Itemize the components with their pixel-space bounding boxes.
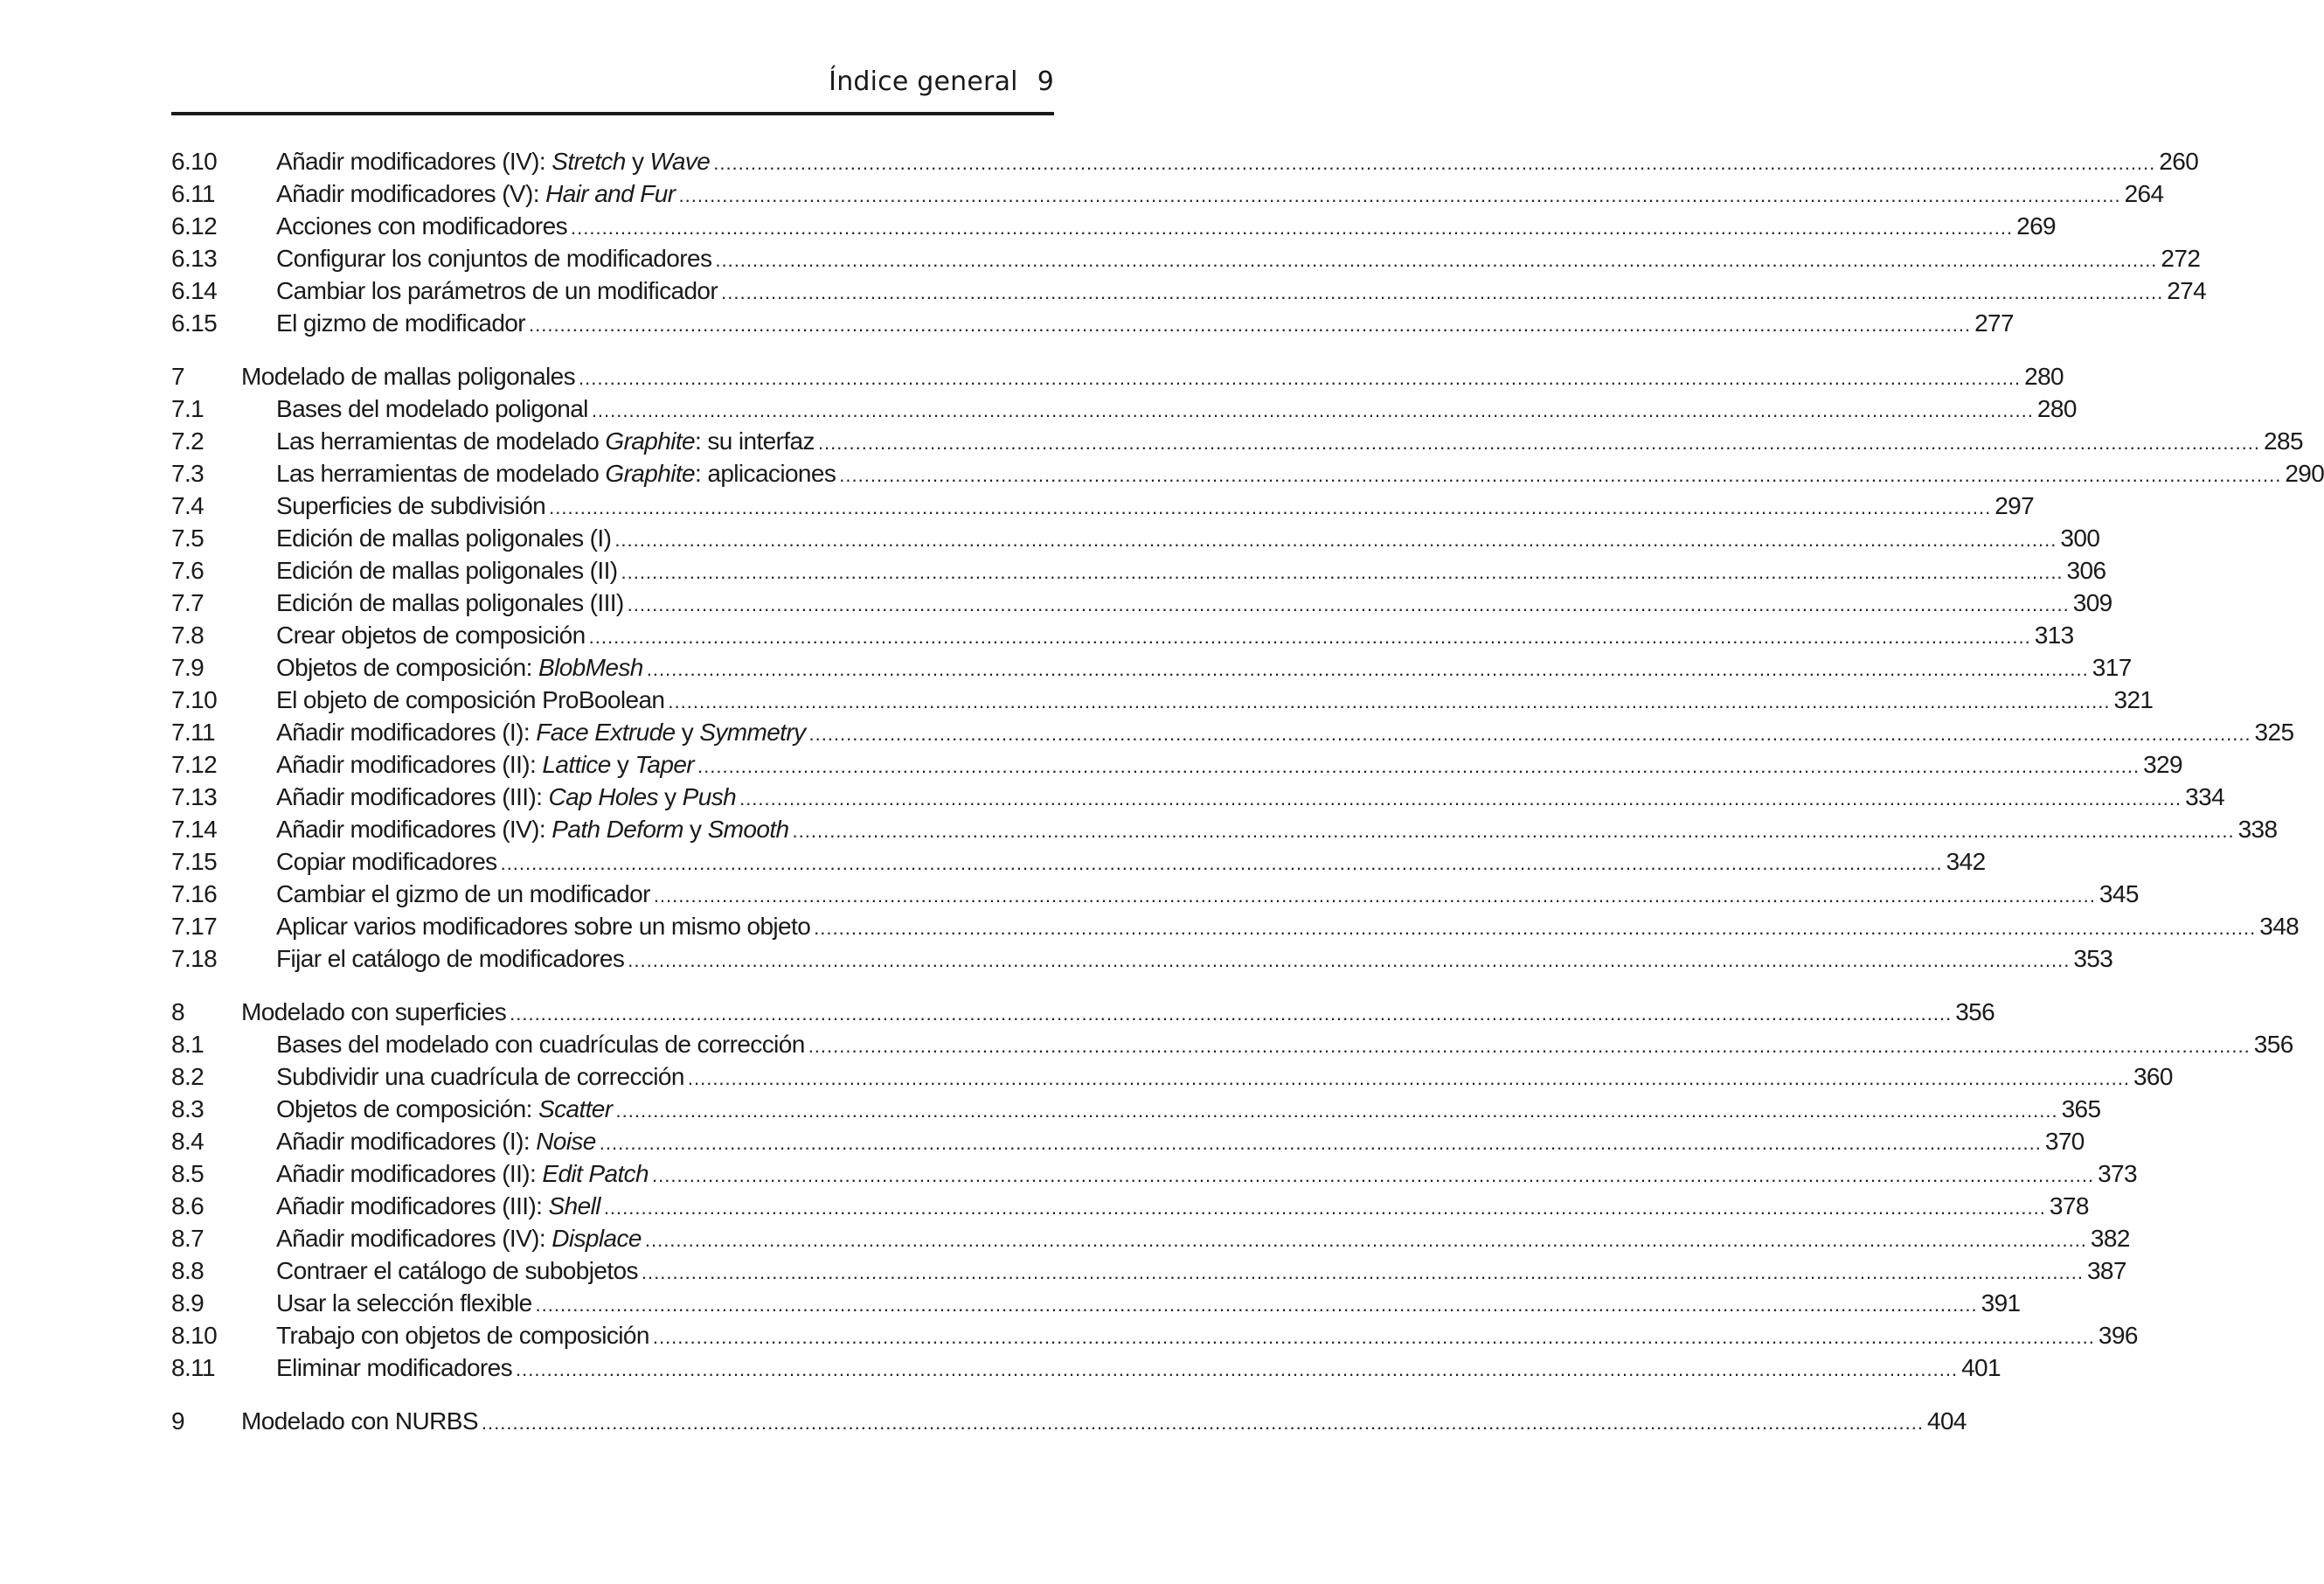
entry-title	[276, 522, 611, 554]
header-page-number: 9	[1037, 66, 1054, 97]
entry-number: 7	[171, 363, 184, 390]
entry-page-number: 401	[1961, 1354, 2001, 1381]
entry-title	[276, 1028, 805, 1060]
entry-title-text: Contraer el catálogo de subobjetos	[276, 1257, 638, 1284]
dot-leader	[549, 491, 1991, 524]
entry-title-text: Añadir modificadores (III):	[276, 1192, 549, 1219]
entry-title-text: El gizmo de modificador	[276, 309, 525, 337]
entry-title-italic: Graphite	[605, 427, 695, 455]
entry-page-number: 329	[2143, 751, 2182, 778]
entry-title-text: Las herramientas de modelado	[276, 460, 606, 487]
toc-chapter-entry	[171, 996, 1995, 1028]
toc-entry	[171, 1125, 2085, 1157]
entry-title-text: Modelado con NURBS	[241, 1407, 478, 1435]
entry-title-italic: Cap Holes	[548, 783, 658, 810]
toc-entry	[171, 177, 2164, 210]
toc-entry	[171, 210, 2057, 242]
entry-page-number: 334	[2185, 783, 2225, 810]
entry-page-number: 325	[2254, 719, 2294, 746]
entry-title	[276, 813, 789, 845]
toc-section	[171, 145, 2207, 339]
entry-number: 8.2	[171, 1063, 205, 1090]
entry-title-text: Añadir modificadores (IV):	[276, 1225, 552, 1252]
dot-leader	[818, 427, 2260, 459]
entry-page-number: 391	[1981, 1289, 2021, 1317]
entry-title-text: Añadir modificadores (V):	[276, 180, 546, 207]
entry-number: 8.6	[171, 1192, 205, 1219]
entry-title-text: Modelado de mallas poligonales	[241, 363, 576, 390]
entry-title-italic: Stretch	[552, 148, 626, 175]
dot-leader	[654, 879, 2096, 912]
entry-title-italic: Push	[682, 783, 737, 810]
entry-number: 7.6	[171, 557, 205, 584]
entry-number: 7.16	[171, 880, 218, 907]
entry-number: 8	[171, 998, 184, 1025]
entry-title-text: Añadir modificadores (II):	[276, 751, 543, 778]
entry-title	[276, 145, 710, 177]
entry-title	[276, 177, 676, 210]
entry-title	[276, 1125, 596, 1157]
entry-number: 8.8	[171, 1257, 205, 1284]
entry-title	[276, 490, 545, 522]
entry-title-italic: Symmetry	[699, 719, 806, 746]
entry-title-text: y	[683, 816, 708, 843]
entry-number: 7.5	[171, 525, 205, 552]
entry-title	[241, 1405, 478, 1437]
entry-title	[276, 781, 736, 813]
entry-number: 8.4	[171, 1128, 205, 1155]
entry-page-number: 321	[2113, 686, 2154, 713]
entry-title	[276, 274, 718, 307]
toc-section	[171, 1405, 1967, 1437]
entry-title-text: Edición de mallas poligonales (III)	[276, 589, 624, 616]
entry-title	[241, 996, 506, 1028]
entry-title	[276, 1190, 600, 1222]
entry-title-text: El objeto de composición ProBoolean	[276, 686, 665, 713]
entry-number: 8.11	[171, 1354, 216, 1381]
entry-number: 7.15	[171, 848, 218, 875]
entry-page-number: 317	[2092, 654, 2132, 681]
entry-number: 6.14	[171, 277, 218, 304]
entry-page-number: 396	[2098, 1322, 2138, 1349]
entry-page-number: 269	[2016, 212, 2057, 240]
running-header	[171, 59, 1054, 115]
entry-title	[276, 1093, 613, 1125]
toc-section	[171, 360, 2324, 975]
entry-title	[276, 1222, 642, 1254]
dot-leader	[579, 362, 2021, 394]
entry-title-text: Edición de mallas poligonales (I)	[276, 525, 612, 552]
entry-title-italic: Face Extrude	[536, 719, 676, 746]
entry-title-italic: Graphite	[605, 460, 695, 487]
entry-title	[276, 210, 567, 242]
entry-title-text: Usar la selección flexible	[276, 1289, 532, 1317]
entry-title-text: Configurar los conjuntos de modificadores	[276, 245, 712, 272]
entry-page-number: 274	[2167, 277, 2207, 304]
entry-number: 7.14	[171, 816, 218, 843]
toc-entry	[171, 425, 2303, 457]
entry-title-italic: Lattice	[542, 751, 611, 778]
entry-number: 8.3	[171, 1095, 205, 1122]
entry-page-number: 280	[2036, 395, 2077, 422]
toc-entry	[171, 554, 2106, 587]
entry-title-text: Fijar el catálogo de modificadores	[276, 945, 625, 972]
entry-number: 7.4	[171, 492, 205, 519]
dot-leader	[516, 1353, 1958, 1386]
toc-entry	[171, 910, 2300, 942]
entry-title-italic: Smooth	[707, 816, 789, 843]
entry-title-italic: Scatter	[538, 1095, 613, 1122]
dot-leader	[652, 1159, 2094, 1191]
dot-leader	[679, 179, 2121, 212]
dot-leader	[482, 1407, 1924, 1439]
entry-page-number: 356	[2253, 1031, 2293, 1058]
entry-number: 6.15	[171, 309, 218, 337]
entry-title	[276, 554, 617, 587]
entry-title	[276, 587, 624, 619]
entry-title-italic: Displace	[552, 1225, 642, 1252]
entry-title-text: Objetos de composición:	[276, 654, 538, 681]
entry-title-text: Edición de mallas poligonales (II)	[276, 557, 618, 584]
entry-title	[276, 1287, 532, 1319]
entry-title-text: Las herramientas de modelado	[276, 427, 606, 455]
dot-leader	[592, 394, 2034, 427]
entry-title	[276, 425, 815, 457]
dot-leader	[697, 750, 2140, 782]
entry-page-number: 309	[2072, 589, 2112, 616]
dot-leader	[510, 997, 1952, 1030]
dot-leader	[814, 912, 2256, 944]
entry-number: 7.11	[171, 719, 216, 746]
dot-leader	[653, 1321, 2095, 1353]
entry-page-number: 345	[2099, 880, 2139, 907]
entry-title	[276, 1319, 649, 1351]
dot-leader	[604, 1191, 2046, 1224]
entry-number: 7.18	[171, 945, 218, 972]
header-title	[829, 66, 1054, 97]
entry-number: 6.13	[171, 245, 218, 272]
entry-number: 7.12	[171, 751, 218, 778]
dot-leader	[628, 588, 2070, 621]
dot-leader	[614, 524, 2057, 556]
entry-page-number: 306	[2066, 557, 2106, 584]
entry-title	[241, 360, 575, 393]
dot-leader	[628, 944, 2070, 976]
toc-chapter-entry	[171, 360, 2064, 393]
entry-number: 8.7	[171, 1225, 205, 1252]
entry-number: 7.3	[171, 460, 205, 487]
entry-title-text: Bases del modelado con cuadrículas de corrección	[276, 1031, 805, 1058]
dot-leader	[739, 782, 2182, 815]
dot-leader	[721, 276, 2163, 309]
entry-page-number: 260	[2159, 148, 2199, 175]
entry-title-text: Cambiar los parámetros de un modificador	[276, 277, 718, 304]
toc-entry	[171, 1287, 2021, 1319]
dot-leader	[715, 244, 2157, 276]
entry-page-number: 404	[1926, 1407, 1967, 1435]
toc-entry	[171, 457, 2324, 490]
dot-leader	[645, 1224, 2087, 1256]
entry-title-text: Eliminar modificadores	[276, 1354, 513, 1381]
entry-page-number: 378	[2049, 1192, 2089, 1219]
entry-page-number: 313	[2034, 622, 2074, 649]
dot-leader	[571, 212, 2013, 244]
entry-number: 8.9	[171, 1289, 205, 1317]
entry-page-number: 280	[2024, 363, 2064, 390]
entry-title-italic: Edit Patch	[542, 1160, 649, 1187]
dot-leader	[713, 147, 2155, 179]
toc-entry	[171, 490, 2035, 522]
entry-title	[276, 942, 624, 975]
dot-leader	[501, 847, 1943, 879]
entry-page-number: 382	[2090, 1225, 2130, 1252]
toc-entry	[171, 1157, 2137, 1190]
entry-title	[276, 307, 525, 339]
entry-title-italic: Noise	[536, 1128, 596, 1155]
dot-leader	[589, 621, 2031, 653]
toc-entry	[171, 942, 2113, 975]
entry-page-number: 300	[2060, 525, 2100, 552]
dot-leader	[529, 309, 1971, 341]
entry-title-italic: Hair and Fur	[545, 180, 676, 207]
entry-number: 6.12	[171, 212, 218, 240]
toc-entry	[171, 684, 2154, 716]
toc-entry	[171, 587, 2112, 619]
toc-entry	[171, 748, 2182, 781]
toc-entry	[171, 651, 2132, 684]
entry-title-italic: Wave	[649, 148, 711, 175]
entry-title-text: Acciones con modificadores	[276, 212, 568, 240]
dot-leader	[688, 1062, 2130, 1094]
entry-page-number: 285	[2264, 427, 2303, 455]
entry-title	[276, 684, 664, 716]
entry-page-number: 272	[2161, 245, 2201, 272]
entry-title	[276, 716, 805, 748]
entry-number: 7.7	[171, 589, 205, 616]
entry-title	[276, 1254, 638, 1287]
entry-title-text: Añadir modificadores (II):	[276, 1160, 543, 1187]
entry-page-number: 360	[2133, 1063, 2173, 1090]
dot-leader	[668, 685, 2110, 718]
entry-title	[276, 619, 586, 651]
entry-title-text: : su interfaz	[695, 427, 815, 455]
toc-entry	[171, 1190, 2089, 1222]
entry-title-text: Trabajo con objetos de composición	[276, 1322, 649, 1349]
entry-title-text: y	[625, 148, 650, 175]
entry-title-text: Subdividir una cuadrícula de corrección	[276, 1063, 684, 1090]
table-of-contents	[171, 145, 2324, 1458]
entry-page-number: 387	[2086, 1257, 2126, 1284]
entry-number: 8.1	[171, 1031, 205, 1058]
toc-entry	[171, 1093, 2101, 1125]
entry-title-text: Cambiar el gizmo de un modificador	[276, 880, 650, 907]
entry-title-italic: Shell	[548, 1192, 600, 1219]
toc-chapter-entry	[171, 1405, 1967, 1437]
entry-title-text: y	[657, 783, 683, 810]
entry-number: 7.1	[171, 395, 205, 422]
entry-title-italic: BlobMesh	[538, 654, 643, 681]
entry-page-number: 338	[2237, 816, 2278, 843]
toc-entry	[171, 878, 2139, 910]
entry-title-italic: Taper	[635, 751, 695, 778]
toc-entry	[171, 1060, 2173, 1093]
dot-leader	[616, 1094, 2058, 1127]
toc-entry	[171, 1319, 2138, 1351]
toc-entry	[171, 1351, 2001, 1384]
dot-leader	[647, 653, 2089, 685]
toc-entry	[171, 1254, 2126, 1287]
entry-page-number: 277	[1974, 309, 2014, 337]
dot-leader	[808, 718, 2251, 750]
toc-entry	[171, 145, 2199, 177]
entry-title	[276, 1157, 649, 1190]
toc-entry	[171, 1028, 2293, 1060]
entry-number: 8.10	[171, 1322, 218, 1349]
toc-entry	[171, 845, 1986, 878]
entry-title-text: Objetos de composición:	[276, 1095, 538, 1122]
entry-title	[276, 1351, 512, 1384]
entry-page-number: 370	[2044, 1128, 2085, 1155]
entry-page-number: 356	[1955, 998, 1995, 1025]
entry-page-number: 264	[2124, 180, 2164, 207]
header-title-text: Índice general	[829, 66, 1018, 97]
dot-leader	[839, 459, 2281, 491]
toc-entry	[171, 1222, 2130, 1254]
entry-title-text: Modelado con superficies	[241, 998, 507, 1025]
dot-leader	[642, 1256, 2084, 1289]
entry-number: 6.11	[171, 180, 216, 207]
entry-title-text: Bases del modelado poligonal	[276, 395, 588, 422]
entry-number: 6.10	[171, 148, 218, 175]
entry-title-text: y	[675, 719, 700, 746]
entry-title	[276, 748, 694, 781]
toc-entry	[171, 813, 2278, 845]
entry-title-text: Aplicar varios modificadores sobre un mismo objeto	[276, 913, 811, 940]
toc-entry	[171, 522, 2100, 554]
entry-title-text: Añadir modificadores (I):	[276, 1128, 537, 1155]
entry-number: 8.5	[171, 1160, 205, 1187]
entry-title	[276, 393, 588, 425]
toc-entry	[171, 781, 2225, 813]
entry-title-text: Copiar modificadores	[276, 848, 497, 875]
entry-title-text: : aplicaciones	[695, 460, 836, 487]
entry-title-text: Crear objetos de composición	[276, 622, 586, 649]
toc-entry	[171, 619, 2074, 651]
entry-number: 7.10	[171, 686, 218, 713]
entry-title-italic: Path Deform	[552, 816, 683, 843]
entry-page-number: 373	[2098, 1160, 2137, 1187]
entry-title-text: Añadir modificadores (III):	[276, 783, 549, 810]
entry-number: 7.8	[171, 622, 205, 649]
entry-title	[276, 878, 650, 910]
entry-title	[276, 242, 711, 274]
entry-title-text: Añadir modificadores (IV):	[276, 816, 552, 843]
entry-number: 7.9	[171, 654, 205, 681]
entry-title	[276, 910, 810, 942]
entry-number: 7.2	[171, 427, 205, 455]
dot-leader	[808, 1030, 2251, 1062]
entry-title	[276, 845, 497, 878]
dot-leader	[600, 1127, 2042, 1159]
dot-leader	[536, 1289, 1978, 1321]
entry-number: 7.13	[171, 783, 218, 810]
toc-entry	[171, 274, 2207, 307]
entry-title	[276, 457, 836, 490]
entry-title	[276, 651, 643, 684]
entry-title-text: Añadir modificadores (IV):	[276, 148, 552, 175]
dot-leader	[793, 815, 2235, 847]
toc-entry	[171, 393, 2077, 425]
entry-page-number: 365	[2061, 1095, 2101, 1122]
entry-title-text: Añadir modificadores (I):	[276, 719, 537, 746]
entry-page-number: 342	[1946, 848, 1986, 875]
entry-page-number: 353	[2073, 945, 2113, 972]
entry-page-number: 297	[1994, 492, 2035, 519]
entry-number: 9	[171, 1407, 184, 1435]
entry-page-number: 348	[2259, 913, 2300, 940]
entry-number: 7.17	[171, 913, 218, 940]
entry-title-text: y	[610, 751, 635, 778]
entry-title	[276, 1060, 684, 1093]
toc-entry	[171, 242, 2201, 274]
toc-section	[171, 996, 2293, 1384]
toc-entry	[171, 716, 2294, 748]
entry-page-number: 290	[2285, 460, 2324, 487]
toc-entry	[171, 307, 2014, 339]
entry-title-text: Superficies de subdivisión	[276, 492, 546, 519]
dot-leader	[621, 556, 2063, 588]
